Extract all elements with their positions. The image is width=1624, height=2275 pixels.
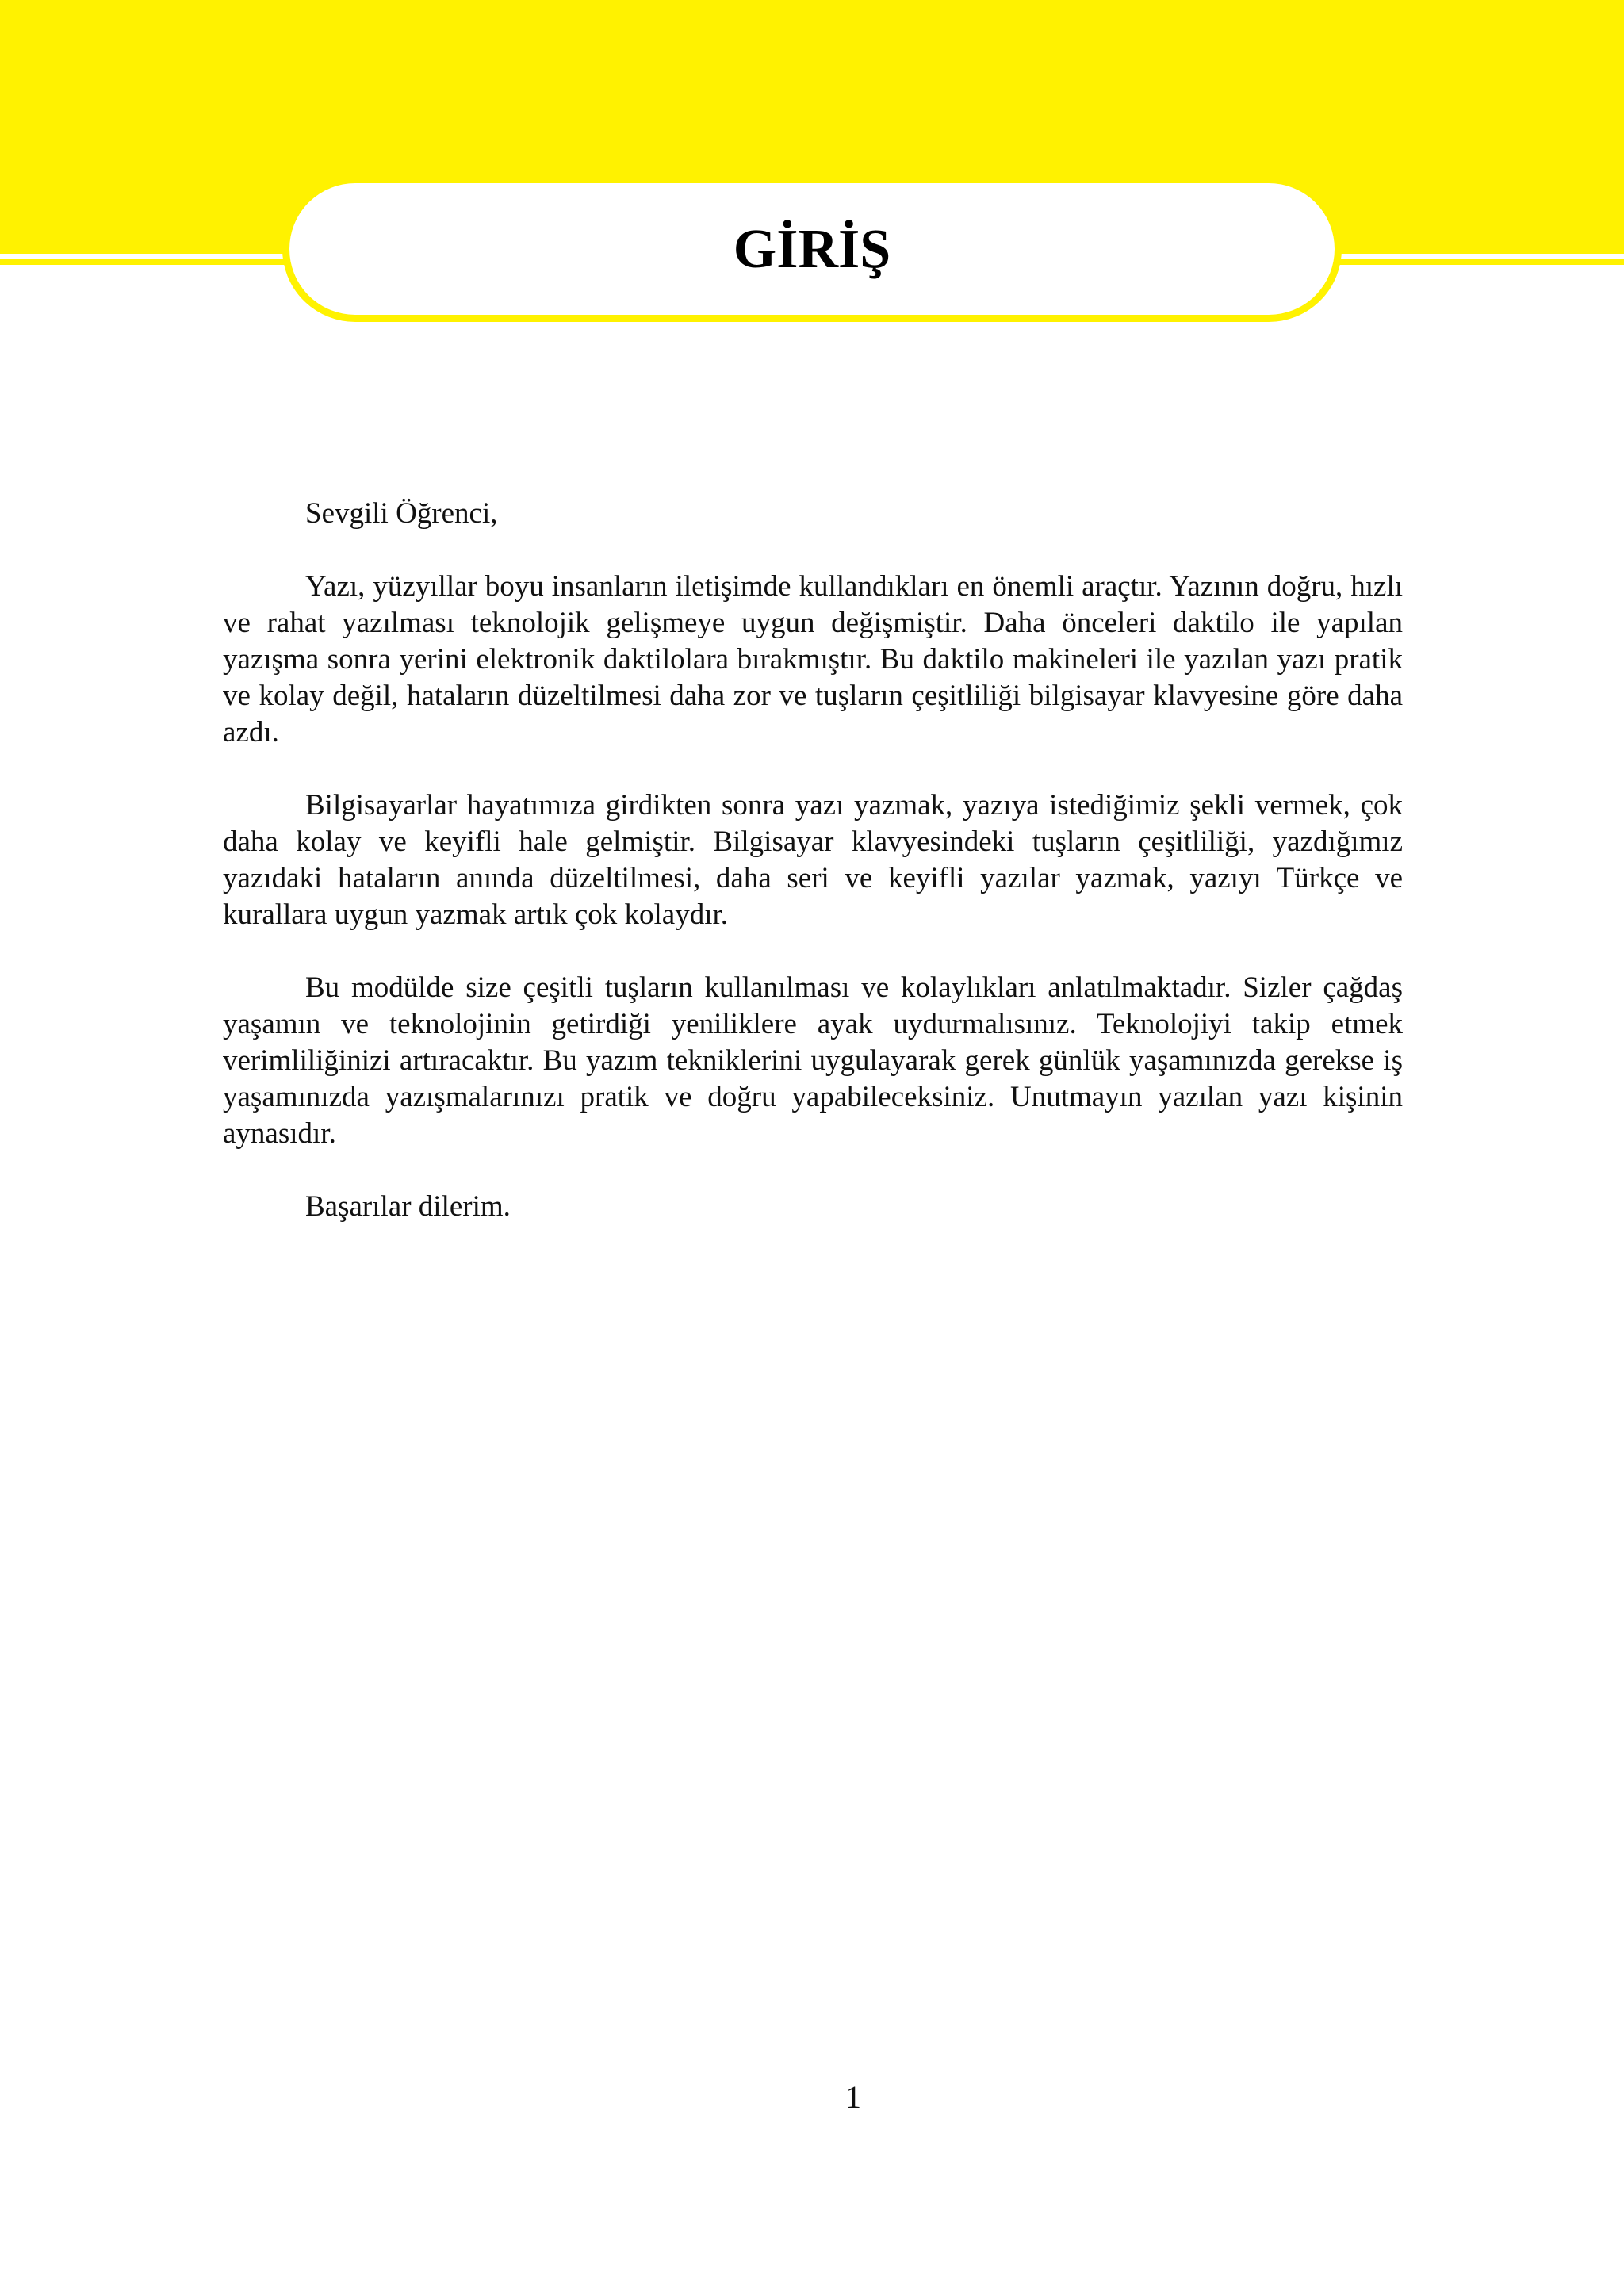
page-number: 1	[845, 2079, 861, 2115]
closing: Başarılar dilerim.	[305, 1190, 511, 1223]
page-title: GİRİŞ	[733, 219, 891, 280]
body-paragraph: Yazı, yüzyıllar boyu insanların iletişimde kullandıkları en önemli araçtır. Yazının doğru, hızlı ve rahat yazılması teknolojik gelişmeye uygun değişmiştir. Daha önceleri daktilo ile yapılan yazışma sonra yerini elektronik daktilolara bırakmıştır. Bu daktilo makineleri ile yazılan yazı pratik ve kolay değil, hataların düzeltilmesi daha zor ve tuşların çeşitliliği bilgisayar klavyesine göre daha azdı.	[223, 570, 1403, 749]
salutation: Sevgili Öğrenci,	[305, 497, 498, 530]
body-paragraph: Bu modülde size çeşitli tuşların kullanılması ve kolaylıkları anlatılmaktadır. Sizler çağdaş yaşamın ve teknolojinin getirdiği yeniliklere ayak uydurmalısınız. Teknolojiyi takip etmek verimliliğinizi artıracaktır. Bu yazım tekniklerini uygulayarak gerek günlük yaşamınızda gerekse iş yaşamınızda yazışmalarınızı pratik ve doğru yapabileceksiniz. Unutmayın yazılan yazı kişinin aynasıdır.	[223, 971, 1403, 1150]
letter-body	[223, 496, 1403, 1262]
body-paragraph: Bilgisayarlar hayatımıza girdikten sonra yazı yazmak, yazıya istediğimiz şekli vermek, çok daha kolay ve keyifli hale gelmiştir. Bilgisayar klavyesindeki tuşların çeşitliliği, yazdığımız yazıdaki hataların anında düzeltilmesi, daha seri ve keyifli yazılar yazmak, yazıyı Türkçe ve kurallara uygun yazmak artık çok kolaydır.	[223, 789, 1403, 931]
